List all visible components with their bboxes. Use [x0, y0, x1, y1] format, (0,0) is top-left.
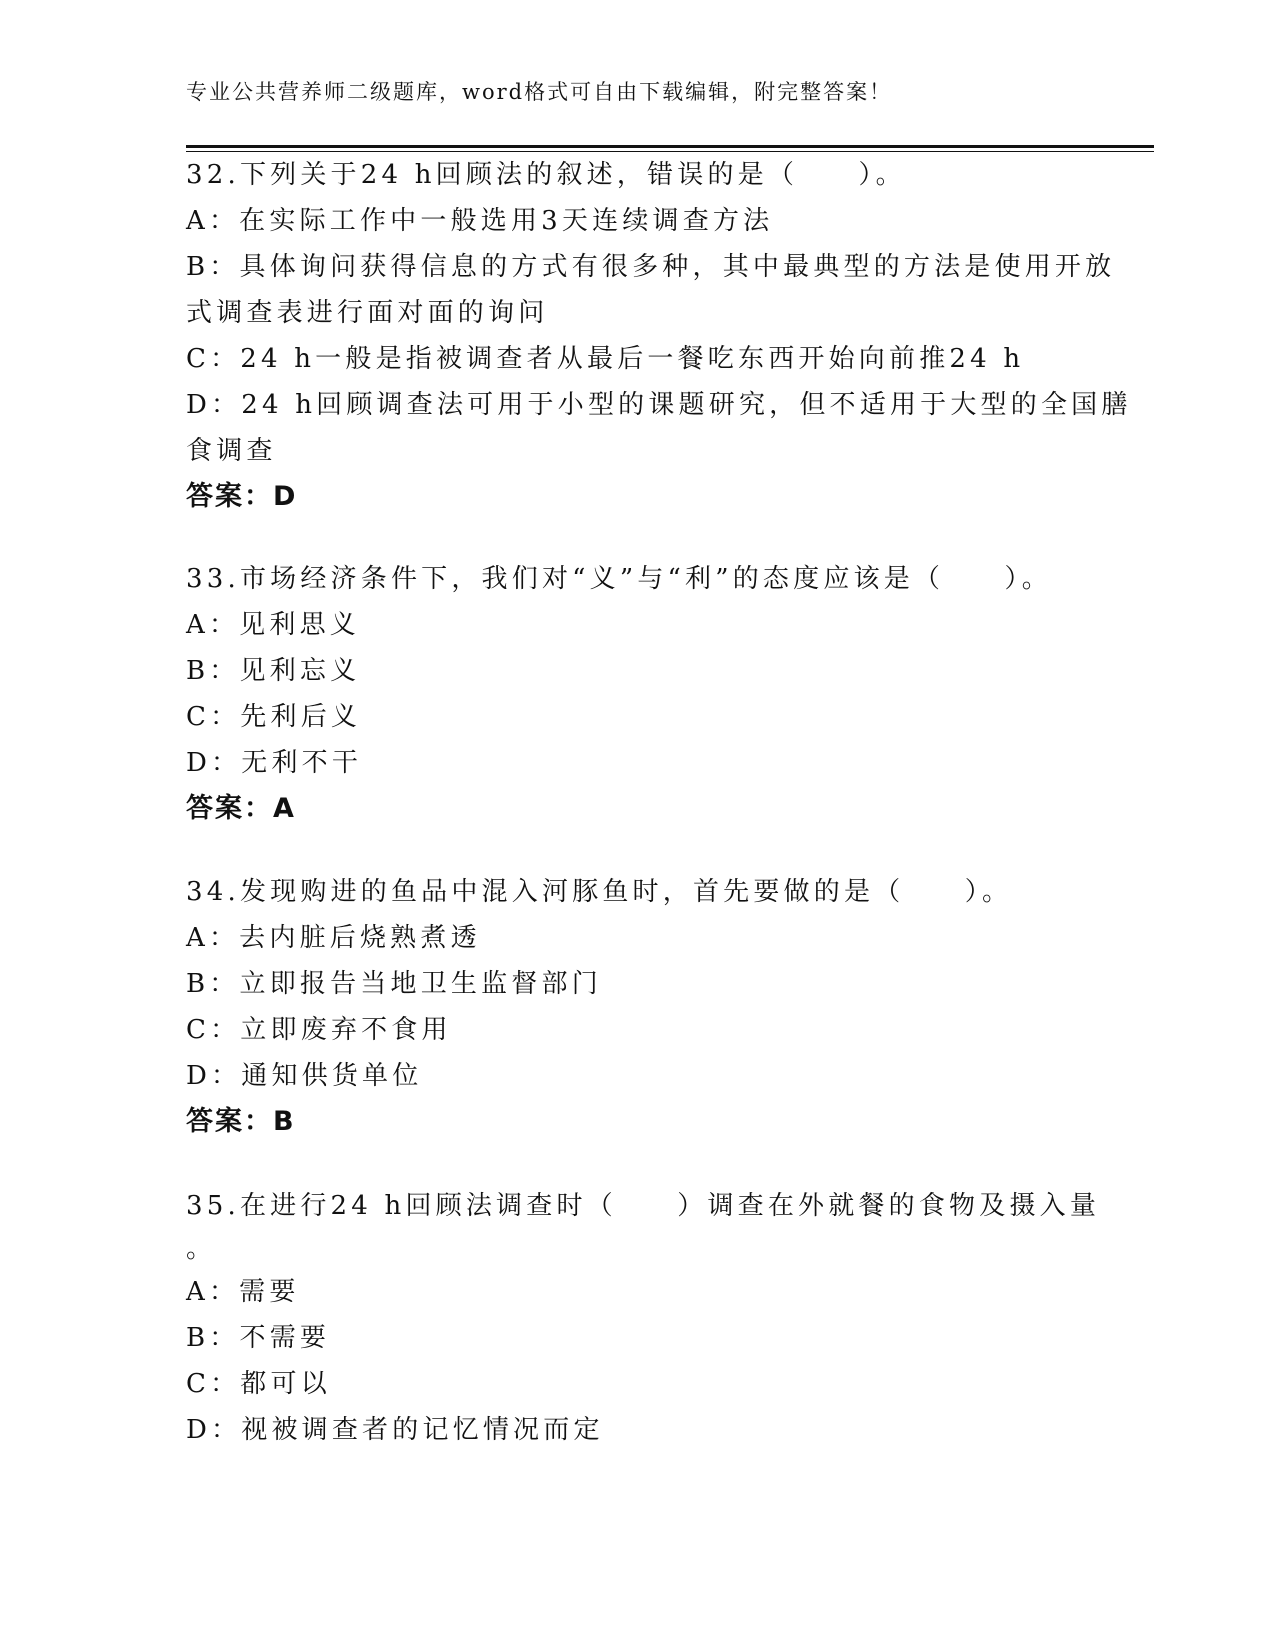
question-33 [186, 556, 1086, 832]
option-c: C：先利后义 [186, 702, 362, 732]
question-stem: 35.在进行24 h回顾法调查时（ ）调查在外就餐的食物及摄入量 [186, 1191, 1101, 1221]
question-stem: 33.市场经济条件下，我们对“义”与“利”的态度应该是（ ）。 [186, 564, 1052, 594]
question-35 [186, 1183, 1101, 1453]
option-d: D：无利不干 [186, 748, 363, 778]
option-d: D：24 h回顾调查法可用于小型的课题研究，但不适用于大型的全国膳 [186, 390, 1132, 420]
answer-label: 答案：B [186, 1106, 296, 1137]
option-a: A：去内脏后烧熟煮透 [186, 923, 481, 953]
option-b: B：立即报告当地卫生监督部门 [186, 969, 602, 999]
option-c: C：都可以 [186, 1369, 331, 1399]
header-rule-thick [186, 145, 1154, 148]
option-a: A：在实际工作中一般选用3天连续调查方法 [186, 206, 774, 236]
question-34 [186, 869, 1086, 1145]
question-stem-continuation: 。 [186, 1234, 217, 1264]
option-a: A：需要 [186, 1277, 300, 1307]
option-b-continuation: 式调查表进行面对面的询问 [186, 298, 549, 328]
answer-label: 答案：D [186, 481, 298, 512]
option-c: C：立即废弃不食用 [186, 1015, 452, 1045]
option-d: D：通知供货单位 [186, 1061, 423, 1091]
option-c: C：24 h一般是指被调查者从最后一餐吃东西开始向前推24 h [186, 344, 1025, 374]
question-32 [186, 152, 1132, 520]
page-header: 专业公共营养师二级题库，word格式可自由下载编辑，附完整答案！ [186, 80, 893, 104]
option-b: B：不需要 [186, 1323, 331, 1353]
option-d: D：视被调查者的记忆情况而定 [186, 1415, 604, 1445]
question-stem: 34.发现购进的鱼品中混入河豚鱼时，首先要做的是（ ）。 [186, 877, 1013, 907]
question-stem: 32.下列关于24 h回顾法的叙述，错误的是（ ）。 [186, 160, 906, 190]
answer-label: 答案：A [186, 793, 296, 824]
option-d-continuation: 食调查 [186, 436, 277, 466]
option-b: B：具体询问获得信息的方式有很多种，其中最典型的方法是使用开放 [186, 252, 1116, 282]
option-b: B：见利忘义 [186, 656, 361, 686]
option-a: A：见利思义 [186, 610, 360, 640]
